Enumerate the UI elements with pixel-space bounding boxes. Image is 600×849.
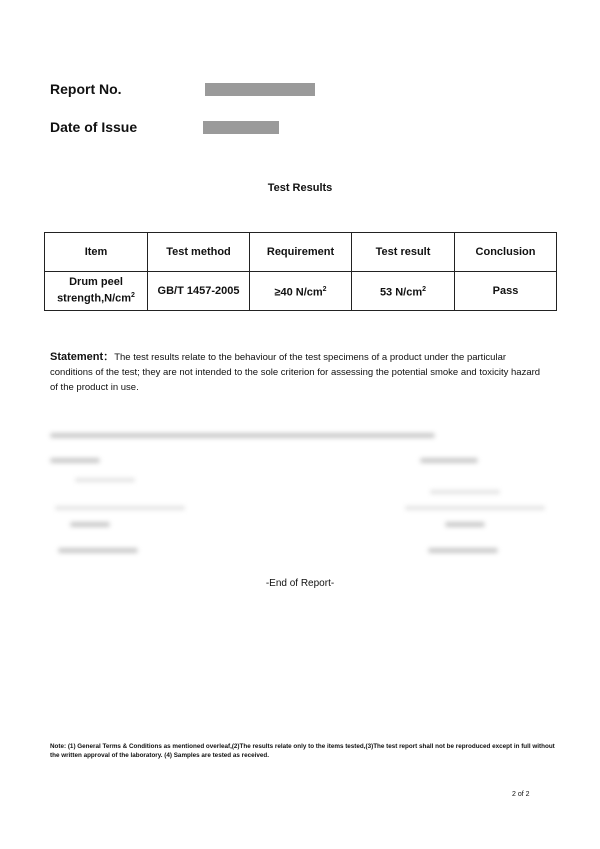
cell-requirement bbox=[250, 272, 352, 311]
item-sup: 2 bbox=[131, 292, 135, 300]
cell-conclusion: Pass bbox=[455, 272, 557, 311]
cell-test-method: GB/T 1457-2005 bbox=[148, 272, 250, 311]
requirement-sup: 2 bbox=[322, 285, 327, 293]
blurred-line bbox=[55, 506, 185, 510]
blurred-line bbox=[75, 478, 135, 482]
section-title: Test Results bbox=[267, 182, 333, 194]
blurred-line bbox=[70, 522, 110, 527]
blurred-line bbox=[420, 458, 478, 463]
cell-test-result bbox=[352, 272, 455, 311]
blurred-line bbox=[50, 433, 435, 438]
report-no-label: Report No. bbox=[50, 81, 122, 97]
header-requirement: Requirement bbox=[250, 233, 352, 272]
table-header-row bbox=[45, 233, 557, 272]
blurred-line bbox=[428, 548, 498, 553]
item-line1: Drum peel bbox=[69, 276, 123, 289]
report-no-redacted bbox=[205, 83, 315, 96]
requirement-value: ≥40 N/cm bbox=[274, 286, 323, 299]
results-table bbox=[44, 232, 557, 311]
statement-text: The test results relate to the behaviour of the test specimens of a product under the particular conditions of the test; they are not intended to the sole criterion for assessing the potential smoke and toxicity hazard of the product in use. bbox=[50, 352, 541, 393]
blurred-line bbox=[58, 548, 138, 553]
header-conclusion: Conclusion bbox=[455, 233, 557, 272]
blurred-line bbox=[50, 458, 100, 463]
blurred-line bbox=[445, 522, 485, 527]
result-value: 53 N/cm bbox=[379, 286, 423, 299]
blurred-line bbox=[430, 490, 500, 494]
statement-label: Statement： bbox=[50, 351, 115, 363]
footnote: Note: (1) General Terms & Conditions as mentioned overleaf,(2)The results relate only to the items tested,(3)The test report shall not be reproduced except in full without the written approval of the laboratory. (4) Samples are tested as received. bbox=[50, 743, 555, 759]
blurred-line bbox=[405, 506, 545, 510]
header-test-result: Test result bbox=[352, 233, 455, 272]
cell-item bbox=[45, 272, 148, 311]
date-of-issue-label: Date of Issue bbox=[50, 119, 138, 135]
end-of-report: -End of Report- bbox=[265, 578, 335, 589]
result-sup: 2 bbox=[422, 285, 427, 293]
header-test-method: Test method bbox=[148, 233, 250, 272]
page-number: 2 of 2 bbox=[512, 791, 530, 798]
item-line2: strength,N/cm bbox=[57, 292, 132, 305]
date-redacted bbox=[203, 121, 279, 134]
statement bbox=[50, 350, 550, 395]
header-item: Item bbox=[45, 233, 148, 272]
table-row bbox=[45, 272, 557, 311]
